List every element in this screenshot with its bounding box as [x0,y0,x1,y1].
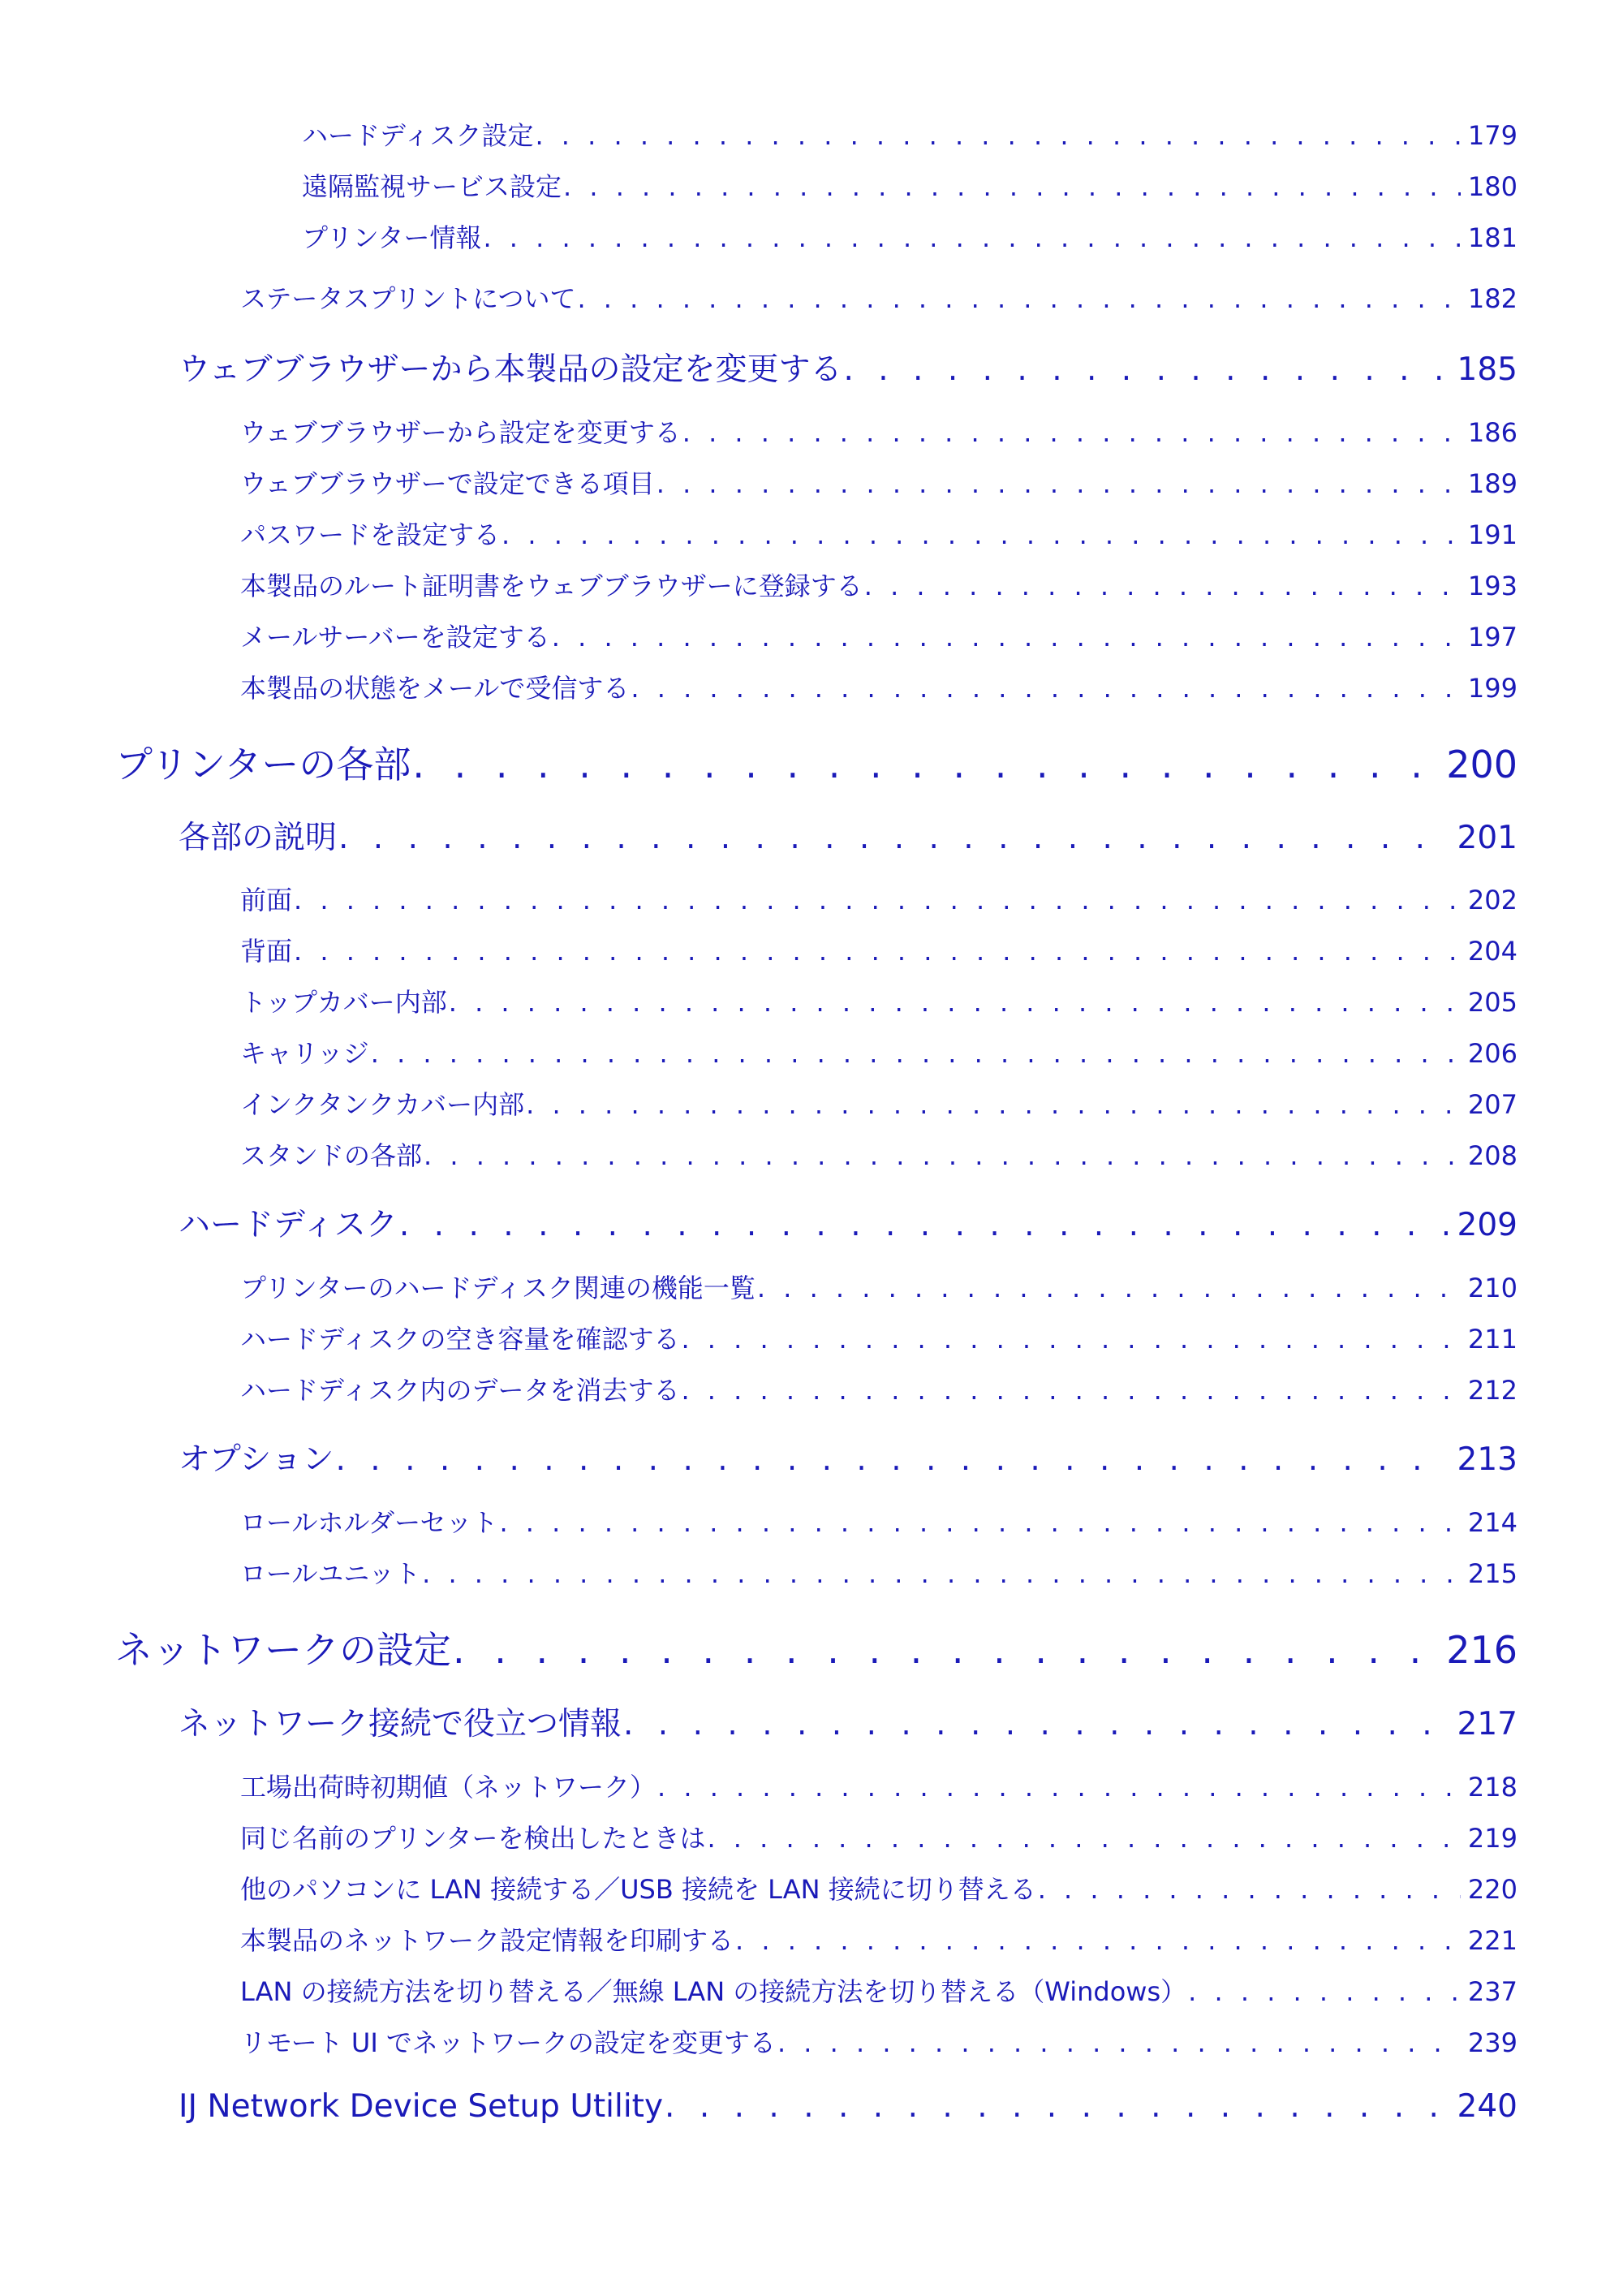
toc-entry-page: 210 [1467,1273,1518,1303]
toc-entry-page: 214 [1467,1507,1518,1538]
toc-entry[interactable] [179,1699,1518,1744]
toc-entry-page: 200 [1446,743,1518,786]
toc-entry[interactable] [302,166,1518,204]
toc-entry-page: 218 [1467,1772,1518,1803]
dot-leader [294,936,1461,967]
dot-leader [631,673,1461,704]
toc-entry[interactable] [240,1920,1518,1958]
toc-entry-page: 193 [1467,571,1518,601]
toc-entry[interactable] [240,1033,1518,1070]
dot-leader [735,1925,1461,1956]
toc-entry-page: 215 [1467,1558,1518,1589]
toc-entry-page: 207 [1467,1089,1518,1120]
toc-entry[interactable] [179,2088,1518,2125]
dot-leader [577,283,1461,314]
toc-entry-title: ロールホルダーセット [240,1507,498,1538]
toc-entry-page: 213 [1457,1441,1518,1478]
toc-entry[interactable] [179,812,1518,858]
toc-entry-title: ハードディスク内のデータを消去する [240,1375,680,1406]
toc-entry-title: 前面 [240,885,293,915]
toc-entry-title: キャリッジ [240,1038,369,1069]
dot-leader [294,885,1461,915]
dot-leader [843,351,1448,388]
toc-entry-title: インクタンクカバー内部 [240,1089,525,1120]
toc-entry[interactable] [240,1084,1518,1122]
toc-entry[interactable] [302,218,1518,255]
toc-entry-page: 182 [1467,283,1518,314]
toc-entry-title: ハードディスクの空き容量を確認する [240,1324,680,1355]
toc-entry-page: 186 [1467,417,1518,448]
dot-leader [681,1324,1461,1355]
toc-entry[interactable] [240,412,1518,450]
toc-entry[interactable] [240,463,1518,501]
toc-entry[interactable] [240,931,1518,968]
toc-entry-title: トップカバー内部 [240,987,447,1018]
toc-entry-title: ネットワークの設定 [115,1628,451,1672]
toc-entry-title: 各部の説明 [179,820,338,856]
toc-entry-page: 219 [1467,1823,1518,1854]
dot-leader [424,1140,1461,1171]
toc-entry[interactable] [179,344,1518,390]
dot-leader [502,519,1461,550]
toc-entry[interactable] [240,668,1518,705]
toc-entry-title: ネットワーク接続で役立つ情報 [179,1706,622,1742]
toc-entry-page: 212 [1467,1375,1518,1406]
toc-entry-title: メールサーバーを設定する [240,622,550,653]
toc-entry-page: 197 [1467,622,1518,653]
toc-chapter[interactable] [115,735,1518,789]
dot-leader [707,1823,1461,1854]
toc-entry-title: パスワードを設定する [240,519,501,550]
dot-leader [1188,1976,1461,2007]
toc-entry-title: 他のパソコンに LAN 接続する／USB 接続を LAN 接続に切り替える [240,1874,1036,1905]
toc-entry[interactable] [179,1200,1518,1245]
toc-entry-title: ウェブブラウザーから本製品の設定を変更する [179,351,842,388]
dot-leader [757,1273,1461,1303]
toc-entry-page: 202 [1467,885,1518,915]
toc-entry[interactable] [240,566,1518,603]
dot-leader [1038,1874,1461,1905]
dot-leader [371,1038,1461,1069]
toc-entry-title: 本製品の状態をメールで受信する [240,673,630,704]
toc-entry-title: ハードディスク設定 [302,120,534,151]
toc-entry-page: 191 [1467,519,1518,550]
dot-leader [657,468,1461,499]
dot-leader [665,2088,1448,2125]
toc-entry-page: 201 [1457,820,1518,856]
toc-entry-title: プリンターの各部 [115,743,411,786]
toc-entry-title: ロールユニット [240,1558,421,1589]
toc-entry-title: 遠隔監視サービス設定 [302,171,562,202]
toc-entry-page: 181 [1467,222,1518,253]
toc-entry-title: プリンター情報 [302,222,482,253]
toc-entry-page: 217 [1457,1706,1518,1742]
toc-entry-title: リモート UI でネットワークの設定を変更する [240,2027,776,2058]
toc-entry-page: 240 [1457,2088,1518,2125]
toc-chapter[interactable] [115,1621,1518,1674]
toc-entry[interactable] [240,1553,1518,1591]
toc-entry-page: 199 [1467,673,1518,704]
dot-leader [681,1375,1461,1406]
toc-entry-page: 211 [1467,1324,1518,1355]
dot-leader [864,571,1461,601]
toc-entry-page: 209 [1457,1207,1518,1243]
toc-entry[interactable] [240,278,1518,316]
toc-entry-page: 221 [1467,1925,1518,1956]
toc-entry-title: 本製品のネットワーク設定情報を印刷する [240,1925,734,1956]
toc-entry[interactable] [302,115,1518,153]
toc-entry-page: 185 [1457,351,1518,388]
dot-leader [336,1441,1449,1478]
toc-entry[interactable] [240,515,1518,552]
toc-entry-title: 本製品のルート証明書をウェブブラウザーに登録する [240,571,863,601]
dot-leader [483,222,1461,253]
toc-entry-title: ウェブブラウザーで設定できる項目 [240,468,655,499]
toc-entry-title: 背面 [240,936,293,967]
dot-leader [563,171,1461,202]
dot-leader [338,820,1448,856]
toc-entry[interactable] [240,1268,1518,1305]
dot-leader [535,120,1461,151]
toc-entry-page: 179 [1467,120,1518,151]
toc-entry-page: 205 [1467,987,1518,1018]
toc-entry-title: LAN の接続方法を切り替える／無線 LAN の接続方法を切り替える（Windows） [240,1976,1187,2007]
toc-entry[interactable] [240,1971,1518,2009]
toc-entry-title: ハードディスク [179,1207,398,1243]
toc-entry[interactable] [179,1434,1518,1480]
toc-entry[interactable] [240,982,1518,1019]
toc-entry-page: 204 [1467,936,1518,967]
dot-leader [449,987,1461,1018]
toc-entry[interactable] [240,880,1518,917]
dot-leader [657,1772,1461,1803]
dot-leader [499,1507,1461,1538]
toc-entry-title: プリンターのハードディスク関連の機能一覧 [240,1273,756,1303]
toc-entry-title: 工場出荷時初期値（ネットワーク） [240,1772,657,1803]
toc-entry-page: 180 [1467,171,1518,202]
toc-entry-title: 同じ名前のプリンターを検出したときは [240,1823,706,1854]
toc-entry-page: 216 [1446,1628,1518,1672]
dot-leader [623,1706,1448,1742]
toc-entry-page: 189 [1467,468,1518,499]
toc-entry[interactable] [240,1869,1518,1906]
toc-entry[interactable] [240,1370,1518,1407]
toc-entry[interactable] [240,1319,1518,1356]
dot-leader [453,1628,1435,1672]
dot-leader [422,1558,1461,1589]
toc-entry[interactable] [240,1502,1518,1540]
toc-entry[interactable] [240,2022,1518,2060]
toc-entry-title: オプション [179,1441,334,1478]
toc-entry-page: 237 [1467,1976,1518,2007]
dot-leader [552,622,1461,653]
toc-entry-title: ウェブブラウザーから設定を変更する [240,417,681,448]
dot-leader [777,2027,1461,2058]
toc-entry-page: 206 [1467,1038,1518,1069]
toc-entry-title: ステータスプリントについて [240,283,576,314]
toc-entry-title: スタンドの各部 [240,1140,423,1171]
toc-entry[interactable] [240,1767,1518,1804]
toc-entry-page: 220 [1467,1874,1518,1905]
toc-entry-page: 239 [1467,2027,1518,2058]
toc-entry[interactable] [240,1135,1518,1173]
dot-leader [412,743,1435,786]
toc-entry[interactable] [240,617,1518,654]
dot-leader [526,1089,1461,1120]
toc-entry[interactable] [240,1818,1518,1855]
toc-entry-title: IJ Network Device Setup Utility [179,2088,664,2125]
dot-leader [399,1207,1448,1243]
dot-leader [682,417,1461,448]
toc-entry-page: 208 [1467,1140,1518,1171]
